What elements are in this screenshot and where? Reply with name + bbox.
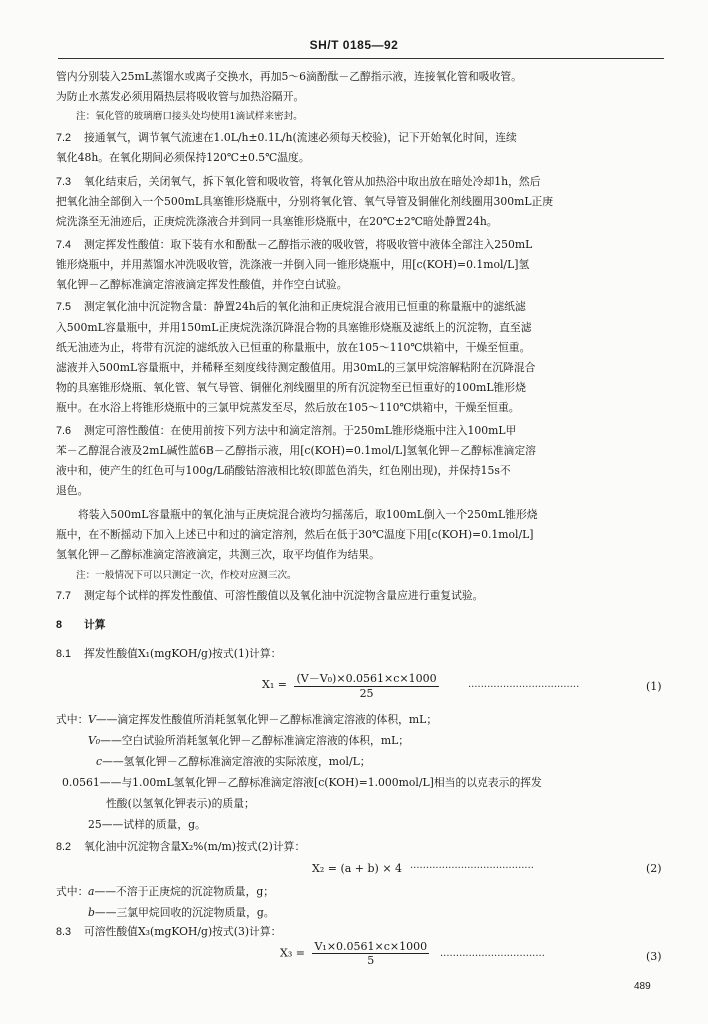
formula-3-fraction (312, 940, 429, 967)
body-line: 氢氧化钾－乙醇标准滴定溶液滴定，共测三次，取平均值作为结果。 (56, 548, 380, 561)
body-line: 入500mL容量瓶中，并用150mL正庚烷洗涤沉降混合物的具塞锥形烧瓶及滤纸上的沉淀物，直至滤 (56, 321, 532, 334)
formula-3-lhs: X₃ = (280, 946, 305, 960)
formula-3 (280, 940, 429, 967)
section-8-heading: 8 计算 (56, 619, 106, 631)
equation-number-3: (3) (646, 950, 662, 963)
formula-1-lhs: X₁ = (262, 678, 287, 691)
where-label: 式中： (56, 885, 89, 898)
leader-dots: ··································· (468, 682, 580, 693)
body-line: 为防止水蒸发必须用隔热层将吸收管与加热浴隔开。 (56, 90, 305, 103)
where-item: V——滴定挥发性酸值所消耗氢氧化钾－乙醇标准滴定溶液的体积，mL； (88, 713, 438, 726)
clause-7-3: 7.3 氧化结束后，关闭氧气，拆下氧化管和吸收管，将氧化管从加热浴中取出放在暗处冷却1h，然后 (56, 175, 541, 188)
body-line: 液中和，使产生的红色可与100g/L硝酸钴溶液相比较(即蓝色消失，红色刚出现)，并保持15s不 (56, 464, 511, 477)
note-line: 注：氧化管的玻璃磨口接头处均使用1滴试样来密封。 (76, 111, 303, 122)
body-line: 锥形烧瓶中，并用蒸馏水冲洗吸收管，洗涤液一并倒入同一锥形烧瓶中，用[c(KOH)=0.1mol/L]氢 (56, 258, 530, 271)
body-line: 瓶中，在不断摇动下加入上述已中和过的滴定溶剂，然后在低于30℃温度下用[c(KOH)=0.1mol/L] (56, 528, 534, 541)
where-item: 0.0561——与1.00mL氢氧化钾－乙醇标准滴定溶液[c(KOH)=1.000mol/L]相当的以克表示的挥发 (62, 776, 542, 789)
body-line: 管内分别装入25mL蒸馏水或离子交换水，再加5～6滴酚酞－乙醇指示液，连接氧化管和吸收管。 (56, 70, 522, 83)
clause-8-2: 8.2 氧化油中沉淀物含量X₂%(m/m)按式(2)计算： (56, 840, 306, 853)
body-line: 苯－乙醇混合液及2mL碱性蓝6B－乙醇指示液，用[c(KOH)=0.1mol/L]氢氧化钾－乙醇标准滴定溶 (56, 444, 536, 457)
formula-1-numerator: (V－V₀)×0.0561×c×1000 (296, 672, 437, 685)
note-line: 注：一般情况下可以只测定一次，作校对应测三次。 (76, 570, 297, 581)
clause-7-7: 7.7 测定每个试样的挥发性酸值、可溶性酸值以及氧化油中沉淀物含量应进行重复试验。 (56, 589, 484, 602)
body-line: 瓶中。在水浴上将锥形烧瓶中的三氯甲烷蒸发至尽，然后放在105～110℃烘箱中，干燥至恒重。 (56, 401, 520, 414)
where-item: 性酸(以氢氧化钾表示)的质量； (106, 797, 255, 810)
clause-7-5: 7.5 测定氧化油中沉淀物含量：静置24h后的氧化油和正庚烷混合液用已恒重的称量瓶中的滤纸滤 (56, 300, 526, 313)
body-line: 氧化48h。在氧化期间必须保持120℃±0.5℃温度。 (56, 151, 310, 164)
where-label: 式中： (56, 713, 89, 726)
standard-header: SH/T 0185—92 (309, 38, 399, 52)
leader-dots: ······································· (410, 863, 534, 874)
formula-3-numerator: V₁×0.0561×c×1000 (314, 940, 428, 953)
header-rule (58, 58, 664, 59)
page-number: 489 (634, 981, 651, 992)
body-line: 滤液并入500mL容量瓶中，并稀释至刻度线待测定酸值用。用30mL的三氯甲烷溶解粘附在沉降混合 (56, 361, 536, 374)
leader-dots: ································· (440, 951, 545, 962)
clause-7-4: 7.4 测定挥发性酸值：取下装有水和酚酞－乙醇指示液的吸收管，将吸收管中液体全部注入250mL (56, 238, 533, 251)
body-line: 物的具塞锥形烧瓶、氧化管、氧气导管、铜催化剂线圈里的所有沉淀物至已恒重好的100mL锥形烧 (56, 381, 526, 394)
where-item: V₀——空白试验所消耗氢氧化钾－乙醇标准滴定溶液的体积，mL； (88, 734, 410, 747)
formula-1-denominator: 25 (359, 687, 374, 700)
body-line: 纸无油迹为止，将带有沉淀的滤纸放入已恒重的称量瓶中，放在105～110℃烘箱中，干燥至恒重。 (56, 341, 531, 354)
body-line: 把氧化油全部倒入一个500mL具塞锥形烧瓶中，分别将氧化管、氧气导管及铜催化剂线圈用300mL正庚 (56, 195, 554, 208)
body-line: 烷洗涤至无油迹后，正庚烷洗涤液合并到同一具塞锥形烧瓶中，在20℃±2℃暗处静置24h。 (56, 215, 498, 228)
where-item: b——三氯甲烷回收的沉淀物质量，g。 (88, 906, 275, 919)
body-line: 将装入500mL容量瓶中的氧化油与正庚烷混合液均匀摇荡后，取100mL倒入一个250mL锥形烧 (78, 508, 538, 521)
body-line: 氧化钾－乙醇标准滴定溶液滴定挥发性酸值，并作空白试验。 (56, 278, 348, 291)
formula-2: X₂ = (a + b) × 4 (312, 862, 403, 875)
where-item: c——氢氧化钾－乙醇标准滴定溶液的实际浓度，mol/L； (96, 755, 371, 768)
clause-7-6: 7.6 测定可溶性酸值：在使用前按下列方法中和滴定溶剂。于250mL锥形烧瓶中注入100mL甲 (56, 424, 517, 437)
equation-number-2: (2) (646, 862, 662, 875)
formula-1 (262, 670, 439, 700)
body-line: 退色。 (56, 484, 89, 497)
formula-3-denominator: 5 (367, 954, 375, 967)
clause-8-3: 8.3 可溶性酸值X₃(mgKOH/g)按式(3)计算： (56, 925, 282, 938)
clause-7-2: 7.2 接通氧气，调节氧气流速在1.0L/h±0.1L/h(流速必须每天校验)，记下开始氧化时间，连续 (56, 131, 517, 144)
formula-1-fraction (294, 670, 438, 700)
clause-8-1: 8.1 挥发性酸值X₁(mgKOH/g)按式(1)计算： (56, 647, 282, 660)
where-item: a——不溶于正庚烷的沉淀物质量，g； (88, 885, 275, 898)
where-item: 25——试样的质量，g。 (88, 818, 206, 831)
equation-number-1: (1) (646, 680, 662, 693)
